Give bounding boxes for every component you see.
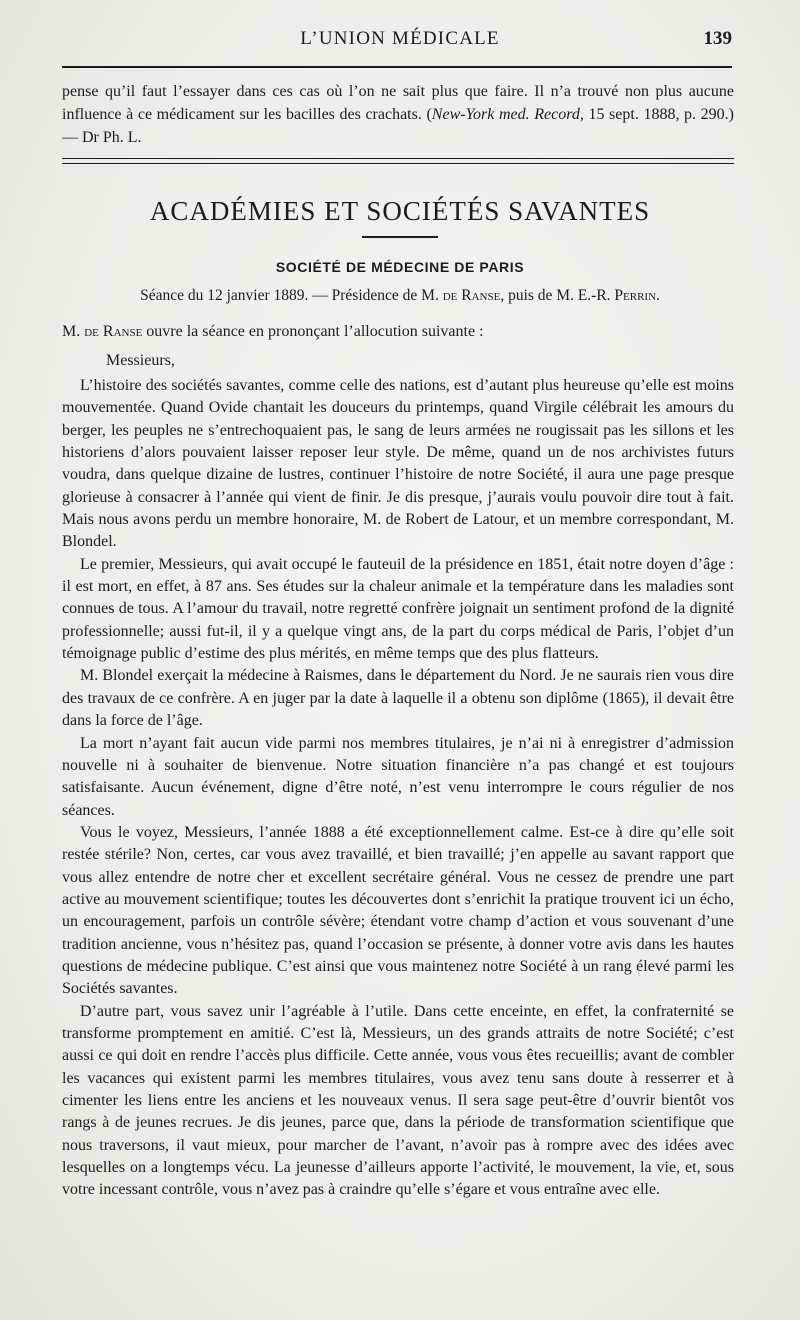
carry-text-end: 15 sept. 1888, p. 290.) — Dr Ph. L. bbox=[62, 106, 734, 146]
running-header-title: L’UNION MÉDICALE bbox=[300, 28, 500, 49]
section-divider bbox=[62, 158, 734, 164]
paragraph: Le premier, Messieurs, qui avait occupé le fauteuil de la présidence en 1851, était notre doyen d’âge : il est mort, en effet, à 87 ans. Ses études sur la chaleur animale et la température dans les maladies sont connues de tous. A l’amour du travail, notre regretté confrère joignait un sentiment profond de la dignité professionnelle; aussi fut-il, il y a quelque vingt ans, de la part du corps médical de Paris, l’objet d’un témoignage public d’estime des plus mérités, en même temps que des plus flatteurs. bbox=[62, 555, 734, 663]
page-number: 139 bbox=[703, 28, 732, 49]
journal-reference: New-York med. Record, bbox=[431, 106, 584, 123]
session-suffix: . bbox=[656, 287, 660, 304]
session-prefix: Séance du 12 janvier 1889. — Présidence de M. bbox=[140, 287, 443, 304]
carry-text: pense qu’il faut l’essayer dans ces cas où l’on ne sait plus que faire. Il n’a trouvé non plus aucune influence à ce médicament sur les bacilles des crachats. ( bbox=[62, 83, 734, 123]
paragraph: La mort n’ayant fait aucun vide parmi nos membres titulaires, je n’ai ni à enregistrer d’admission nouvelle ni à souhaiter de bienvenue. Notre situation financière n’a pas changé et est toujours satisfaisante. Aucun événement, digne d’être noté, n’est venu interrompre le cours régulier de nos séances. bbox=[62, 734, 734, 819]
carry-over-paragraph bbox=[62, 80, 734, 149]
opening-line bbox=[62, 320, 734, 343]
paragraph: Vous le voyez, Messieurs, l’année 1888 a été exceptionnellement calme. Est-ce à dire qu’elle soit restée stérile? Non, certes, car vous avez travaillé, et bien travaillé; j’en appelle au savant rapport que vous allez entendre de notre cher et excellent secrétaire général. Vous ne cessez de prendre une part active au mouvement scientifique; toutes les découvertes dont s’enrichit la pratique trouvent ici un écho, un encouragement, parfois un contrôle sévère; étendant votre champ d’action et vous souvenant d’une tradition ancienne, vous n’hésitez pas, quand l’occasion se présente, à donner votre avis dans les hautes questions de médecine publique. C’est ainsi que vous maintenez notre Société à un rang élevé parmi les Sociétés savantes. bbox=[62, 823, 734, 998]
opening-prefix: M. bbox=[62, 323, 85, 340]
speaker-name: de Ranse bbox=[84, 323, 143, 340]
salutation: Messieurs, bbox=[106, 352, 175, 369]
paragraph: D’autre part, vous savez unir l’agréable à l’utile. Dans cette enceinte, en effet, la confraternité se transforme promptement en amitié. C’est là, Messieurs, un des grands attraits de notre Société; c’est aussi ce qui doit en rendre l’accès plus difficile. Cette année, vous vous êtes recueillis; avant de combler les vacances qui existent parmi les membres titulaires, vous avez tenu sans doute à resserrer et à cimenter les liens entre les anciens et les nouveaux venus. Il sera sage peut-être d’ouvrir bientôt vos rangs à de jeunes recrues. Je dis jeunes, parce que, dans la période de transformation scientifique que nous traversons, il vaut mieux, pour marcher de l’avant, n’avoir pas à rompre avec des idées avec lesquelles on a longtemps vécu. La jeunesse d’ailleurs apporte l’activité, le mouvement, la vie, et, sous votre incessant contrôle, vous n’avez pas à craindre qu’elle s’égare et vous entraîne avec elle. bbox=[62, 1002, 734, 1199]
title-rule bbox=[362, 236, 438, 238]
speech-body bbox=[62, 375, 734, 1202]
society-title: SOCIÉTÉ DE MÉDECINE DE PARIS bbox=[275, 259, 525, 275]
opening-rest: ouvre la séance en prononçant l’allocution suivante : bbox=[142, 323, 484, 340]
session-middle: , puis de M. E.-R. bbox=[500, 287, 615, 304]
president-name: de Ranse bbox=[442, 287, 501, 304]
header-rule bbox=[62, 66, 732, 68]
paragraph: M. Blondel exerçait la médecine à Raismes, dans le département du Nord. Je ne saurais rien vous dire des travaux de ce confrère. A en juger par la date à laquelle il a obtenu son diplôme (1865), il devait être dans la force de l’âge. bbox=[62, 667, 734, 730]
session-line bbox=[0, 287, 800, 305]
vice-president-name: Perrin bbox=[614, 287, 657, 304]
paragraph: L’histoire des sociétés savantes, comme celle des nations, est d’autant plus heureuse qu’elle est moins mouvementée. Quand Ovide chantait les douceurs du printemps, quand Virgile célébrait les amours du berger, les peuples ne s’entrechoquaient pas, le sang de leurs armées ne rougissait pas les sillons et les historiens d’alors pouvaient laisser reposer leur style. De même, quand un de nos archivistes futurs voudra, dans quelque dizaine de lustres, continuer l’histoire de notre Société, il aura une page presque glorieuse à consacrer à l’année qui vient de finir. Je dis presque, j’aurais voulu pouvoir dire tout à fait. Mais nous avons perdu un membre honoraire, M. de Robert de Latour, et un membre correspondant, M. Blondel. bbox=[62, 377, 734, 551]
section-title: ACADÉMIES ET SOCIÉTÉS SAVANTES bbox=[149, 196, 651, 226]
